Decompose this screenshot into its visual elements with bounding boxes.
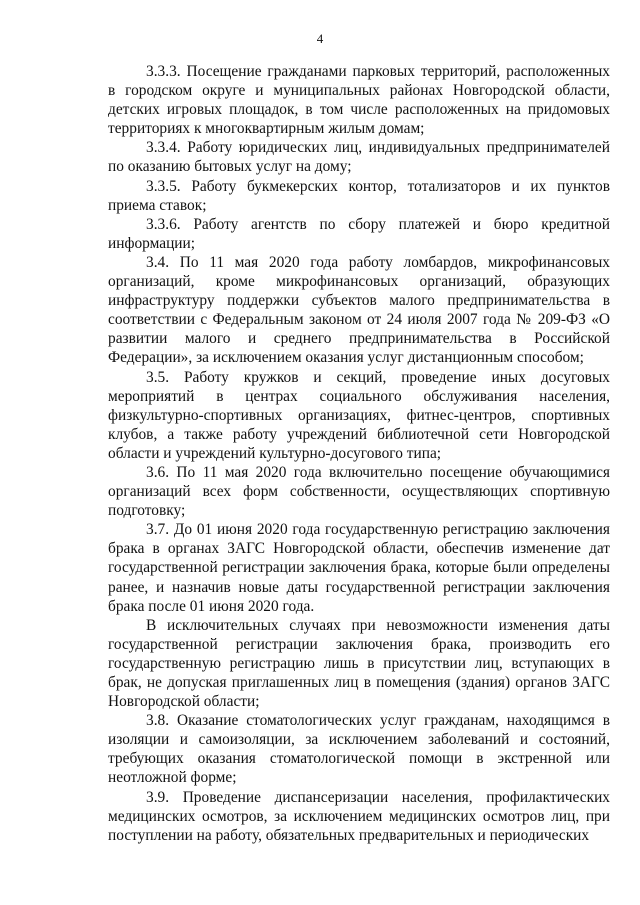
paragraph-3-8: 3.8. Оказание стоматологических услуг гражданам, находящимся в изоляции и самоизоляции, за исключением заболеваний и состояний, требующих оказания стоматологической помощи в экстренной или неотложной форме; [108, 712, 610, 787]
paragraph-3-6: 3.6. По 11 мая 2020 года включительно посещение обучающимися организаций всех форм собственности, осуществляющих спортивную подготовку; [108, 463, 610, 520]
document-body [108, 62, 610, 845]
paragraph-3-3-5: 3.3.5. Работу букмекерских контор, тотализаторов и их пунктов приема ставок; [108, 177, 610, 214]
paragraph-3-7: 3.7. До 01 июня 2020 года государственную регистрацию заключения брака в органах ЗАГС Новгородской области, обеспечив изменение дат государственной регистрации заключения брака, которые были определены ранее, и назначив новые даты государственной регистрации заключения брака после 01 июня 2020 года. [108, 521, 610, 615]
paragraph-3-3-4: 3.3.4. Работу юридических лиц, индивидуальных предпринимателей по оказанию бытовых услуг на дому; [108, 139, 610, 176]
paragraph-3-3-6: 3.3.6. Работу агентств по сбору платежей и бюро кредитной информации; [108, 215, 610, 252]
paragraph-3-5: 3.5. Работу кружков и секций, проведение иных досуговых мероприятий в центрах социального обслуживания населения, физкультурно-спортивных организациях, фитнес-центров, спортивных клубов, а также работу учреждений библиотечной сети Новгородской области и учреждений культурно-досугового типа; [108, 368, 610, 462]
paragraph-3-9: 3.9. Проведение диспансеризации населения, профилактических медицинских осмотров, за исключением медицинских осмотров лиц, при поступлении на работу, обязательных предварительных и периодических [108, 788, 610, 844]
paragraph-3-3-3: 3.3.3. Посещение гражданами парковых территорий, расположенных в городском округе и муниципальных районах Новгородской области, детских игровых площадок, в том числе расположенных на придомовых территориях к многоквартирным жилым домам; [108, 63, 610, 138]
page-number: 4 [316, 31, 324, 46]
paragraph-3-4: 3.4. По 11 мая 2020 года работу ломбардов, микрофинансовых организаций, кроме микрофинансовых организаций, образующих инфраструктуру поддержки субъектов малого предпринимательства в соответствии с Федеральным законом от 24 июля 2007 года № 209-ФЗ «О развитии малого и среднего предпринимательства в Российской Федерации», за исключением оказания услуг дистанционным способом; [108, 253, 610, 367]
paragraph-3-7-exception: В исключительных случаях при невозможности изменения даты государственной регистрации заключения брака, производить его государственную регистрацию лишь в присутствии лиц, вступающих в брак, не допуская приглашенных лиц в помещения (здания) органов ЗАГС Новгородской области; [108, 616, 610, 711]
